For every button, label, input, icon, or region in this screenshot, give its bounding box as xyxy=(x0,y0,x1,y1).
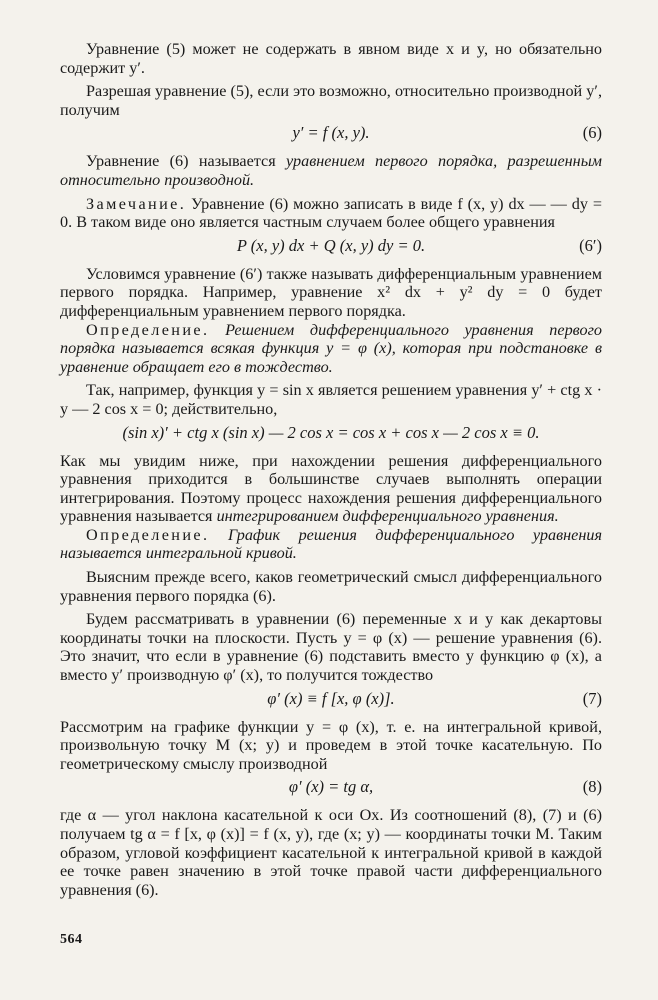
paragraph-8 xyxy=(60,452,602,526)
formula-8-expression: φ′ (x) = tg α, xyxy=(288,777,374,797)
definition-label-2: Определение. xyxy=(86,525,210,544)
paragraph-8-text: Как мы увидим ниже, при нахождении решения дифференциального уравнения приходится в большинстве случаев выполнять операции интегрирования. Поэтому процесс нахождения решения дифференциального уравнения называется xyxy=(60,451,602,526)
paragraph-7: Так, например, функция y = sin x является решением уравнения y′ + ctg x · y — 2 cos x = 0; действительно, xyxy=(60,381,602,418)
formula-sin-expression: (sin x)′ + ctg x (sin x) — 2 cos x = cos x + cos x — 2 cos x ≡ 0. xyxy=(122,422,540,442)
paragraph-4 xyxy=(60,195,602,232)
paragraph-2: Разрешая уравнение (5), если это возможно, относительно производной y′, получим xyxy=(60,82,602,119)
paragraph-3-term: уравнением первого порядка, разрешенным относительно производной. xyxy=(60,152,602,189)
paragraph-12: Рассмотрим на графике функции y = φ (x), т. е. на интегральной кривой, произвольную точку M (x; y) и проведем в этой точке касательную. По геометрическому смыслу производной xyxy=(60,717,602,773)
formula-8 xyxy=(60,773,602,801)
formula-6-expression: y′ = f (x, y). xyxy=(292,123,370,143)
paragraph-6 xyxy=(60,321,602,377)
paragraph-3 xyxy=(60,152,602,189)
definition-2-text: График решения дифференциального уравнения называется интегральной кривой. xyxy=(60,525,602,563)
paragraph-3-text: Уравнение (6) называется xyxy=(86,152,287,171)
formula-7 xyxy=(60,685,602,713)
paragraph-11: Будем рассматривать в уравнении (6) переменные x и y как декартовы координаты точки на плоскости. Пусть y = φ (x) — решение уравнения (6). Это значит, что если в уравнение (6) подставить вместо y функцию φ (x), а вместо y′ производную φ′ (x), то получится тождество xyxy=(60,610,602,685)
definition-1-text: Решением дифференциального уравнения первого порядка называется всякая функция y = φ (x), которая при подстановке в уравнение обращает его в тождество. xyxy=(60,320,602,376)
paragraph-13: где α — угол наклона касательной к оси Ox. Из соотношений (8), (7) и (6) получаем tg α = f [x, φ (x)] = f (x, y), где (x; y) — координаты точки M. Таким образом, угловой коэффициент касательной к интегральной кривой в каждой ее точке равен значению в этой точке правой части дифференциального уравнения (6). xyxy=(60,806,602,899)
formula-7-number: (7) xyxy=(582,688,602,708)
paragraph-9 xyxy=(60,526,602,563)
definition-label-1: Определение. xyxy=(86,320,210,339)
formula-6-prime-expression: P (x, y) dx + Q (x, y) dy = 0. xyxy=(236,235,426,255)
paragraph-8-term: интегрированием дифференциального уравнения. xyxy=(216,507,559,526)
formula-sin xyxy=(60,419,602,447)
paragraph-10: Выясним прежде всего, каков геометрический смысл дифференциального уравнения первого порядка (6). xyxy=(60,568,602,605)
formula-6-number: (6) xyxy=(582,123,602,143)
page-number: 564 xyxy=(60,932,83,947)
remark-label: Замечание. xyxy=(86,194,187,213)
paragraph-4-text: Уравнение (6) можно записать в виде f (x, y) dx — — dy = 0. В таком виде оно является частным случаем более общего уравнения xyxy=(60,194,602,232)
formula-6-prime-number: (6′) xyxy=(579,235,602,255)
formula-7-expression: φ′ (x) ≡ f [x, φ (x)]. xyxy=(267,688,395,708)
formula-6 xyxy=(60,119,602,147)
formula-8-number: (8) xyxy=(582,777,602,797)
paragraph-1: Уравнение (5) может не содержать в явном виде x и y, но обязательно содержит y′. xyxy=(60,40,602,77)
paragraph-5: Условимся уравнение (6′) также называть дифференциальным уравнением первого порядка. Например, уравнение x² dx + y² dy = 0 будет дифференциальным уравнением первого порядка. xyxy=(60,264,602,320)
formula-6-prime xyxy=(60,232,602,260)
